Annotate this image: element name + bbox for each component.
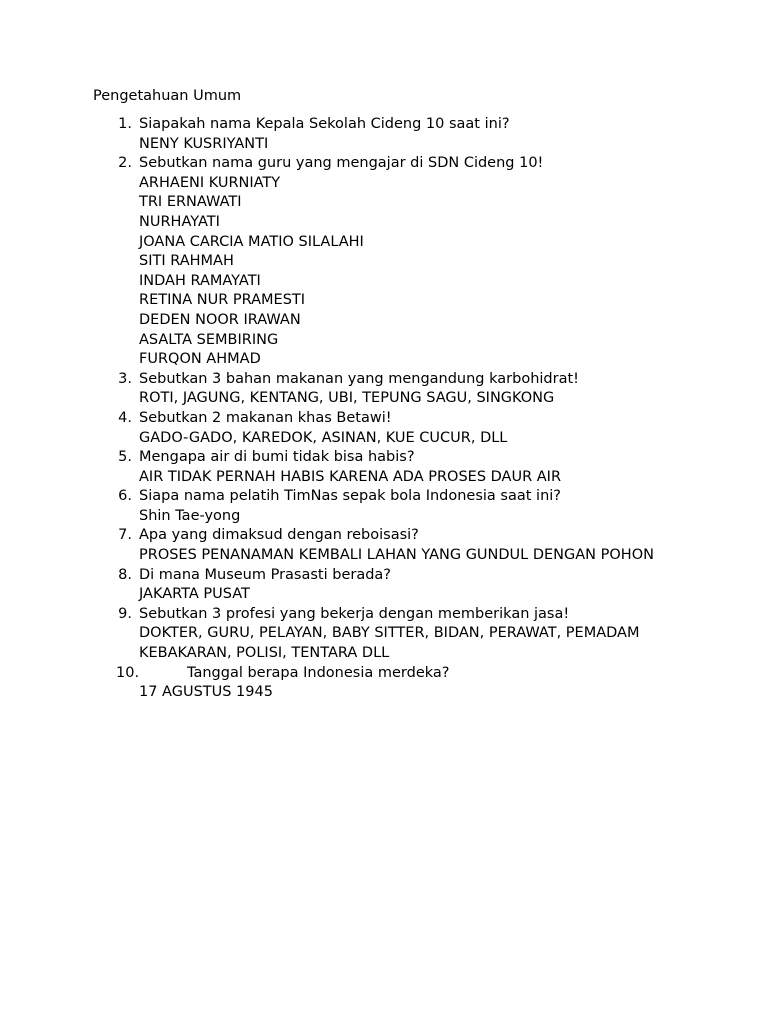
item-number: 4. bbox=[118, 409, 132, 426]
answer-text: 17 AGUSTUS 1945 bbox=[139, 684, 273, 701]
item-number: 10. bbox=[116, 664, 140, 681]
item-number: 8. bbox=[118, 566, 132, 583]
list-item bbox=[0, 409, 768, 448]
list-item bbox=[0, 526, 768, 565]
item-number: 1. bbox=[118, 116, 132, 132]
list-item bbox=[0, 664, 768, 703]
answer-text: DOKTER, GURU, PELAYAN, BABY SITTER, BIDAN, PERAWAT, PEMADAM KEBAKARAN, POLISI, TENTARA DLL bbox=[139, 625, 640, 662]
answer-text: SITI RAHMAH bbox=[139, 253, 234, 270]
answer-text: FURQON AHMAD bbox=[139, 351, 261, 368]
answer-text: DEDEN NOOR IRAWAN bbox=[139, 311, 301, 328]
answer-text: NURHAYATI bbox=[139, 213, 220, 230]
answer-text: GADO-GADO, KAREDOK, ASINAN, KUE CUCUR, DLL bbox=[139, 429, 508, 446]
answer-text: Shin Tae-yong bbox=[139, 507, 241, 524]
question-text: Sebutkan nama guru yang mengajar di SDN Cideng 10! bbox=[139, 155, 544, 172]
list-item bbox=[0, 448, 768, 487]
question-text: Di mana Museum Prasasti berada? bbox=[139, 566, 392, 583]
list-item bbox=[0, 605, 768, 664]
list-item bbox=[0, 115, 768, 154]
item-number: 3. bbox=[118, 370, 132, 387]
list-item bbox=[0, 370, 768, 409]
question-text: Sebutkan 3 bahan makanan yang mengandung karbohidrat! bbox=[139, 370, 579, 387]
list-item bbox=[0, 154, 768, 370]
answer-text: JOANA CARCIA MATIO SILALAHI bbox=[139, 233, 364, 250]
list-item bbox=[0, 487, 768, 526]
question-text: Sebutkan 2 makanan khas Betawi! bbox=[139, 409, 392, 426]
item-number: 5. bbox=[118, 449, 132, 466]
question-text: Siapa nama pelatih TimNas sepak bola Indonesia saat ini? bbox=[139, 488, 561, 505]
answer-text: ARHAENI KURNIATY bbox=[139, 174, 281, 191]
answer-text: NENY KUSRIYANTI bbox=[139, 135, 269, 152]
answer-text: RETINA NUR PRAMESTI bbox=[139, 292, 306, 309]
item-number: 6. bbox=[118, 488, 132, 505]
answer-text: AIR TIDAK PERNAH HABIS KARENA ADA PROSES DAUR AIR bbox=[139, 468, 562, 485]
answer-text: TRI ERNAWATI bbox=[139, 194, 242, 211]
item-number: 7. bbox=[118, 527, 132, 544]
answer-text: ROTI, JAGUNG, KENTANG, UBI, TEPUNG SAGU, SINGKONG bbox=[139, 390, 555, 407]
item-number: 2. bbox=[118, 155, 132, 172]
question-list bbox=[0, 115, 768, 703]
document-title: Pengetahuan Umum bbox=[93, 88, 242, 104]
answer-text: ASALTA SEMBIRING bbox=[139, 331, 279, 348]
answer-text: JAKARTA PUSAT bbox=[139, 586, 250, 603]
answer-text: PROSES PENANAMAN KEMBALI LAHAN YANG GUNDUL DENGAN POHON bbox=[139, 547, 654, 564]
question-text: Siapakah nama Kepala Sekolah Cideng 10 saat ini? bbox=[139, 116, 510, 132]
question-text: Sebutkan 3 profesi yang bekerja dengan memberikan jasa! bbox=[139, 605, 570, 622]
list-item bbox=[0, 566, 768, 605]
question-text: Apa yang dimaksud dengan reboisasi? bbox=[139, 527, 419, 544]
question-text: Tanggal berapa Indonesia merdeka? bbox=[187, 664, 450, 681]
answer-text: INDAH RAMAYATI bbox=[139, 272, 261, 289]
item-number: 9. bbox=[118, 605, 132, 622]
question-text: Mengapa air di bumi tidak bisa habis? bbox=[139, 449, 415, 466]
